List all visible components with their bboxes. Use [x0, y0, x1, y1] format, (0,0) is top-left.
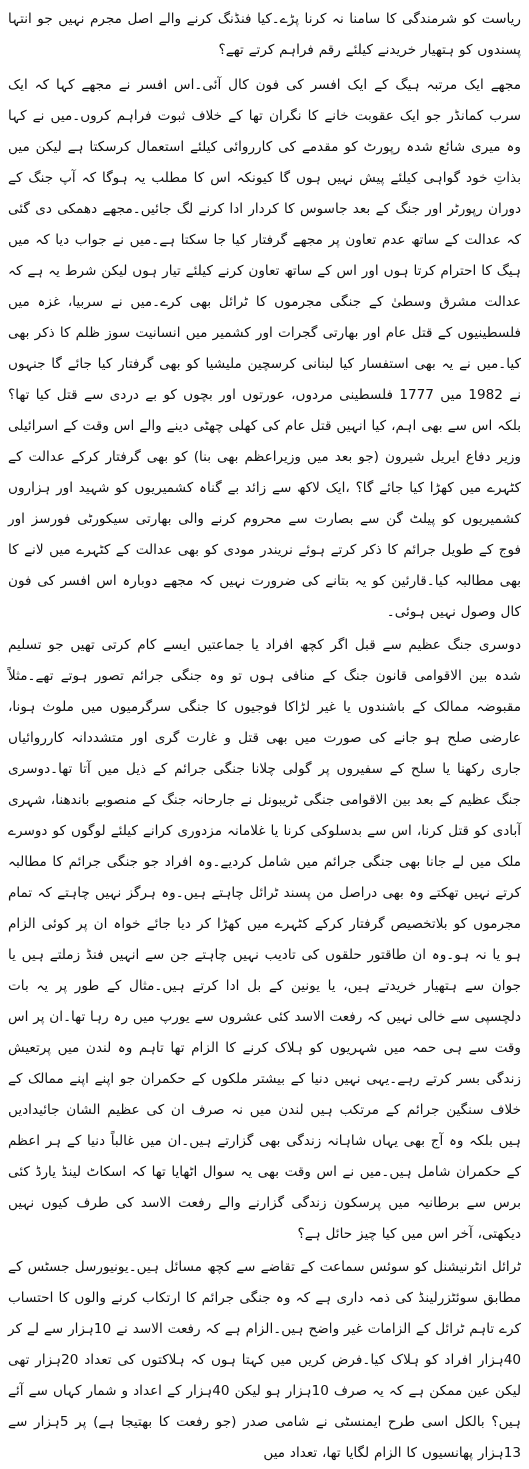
paragraph-intro: ریاست کو شرمندگی کا سامنا نہ کرنا پڑے۔کیا فنڈنگ کرنے والے اصل مجرم نہیں جو انتہا پسندوں کو ہتھیار خریدنے کیلئے رقم فراہم کرتے تھے؟: [8, 11, 521, 58]
paragraph-trial-international: ٹرائل انٹرنیشنل کو سوئس سماعت کے تقاضے سے کچھ مسائل ہیں۔یونیورسل جسٹس کے مطابق سوئٹزرلینڈ کی ذمہ داری ہے کہ وہ جنگی جرائم کا ارتکاب کرنے والوں کا احتساب کرے تاہم ٹرائل کے الزامات غیر واضح ہیں۔الزام ہے کہ رفعت الاسد نے 10ہزار سے لے کر 40ہزار افراد کو ہلاک کیا۔فرض کریں میں کہتا ہوں کہ ہلاکتوں کی تعداد 20ہزار تھی لیکن عین ممکن ہے کہ یہ صرف 10ہزار ہو لیکن 40ہزار کے اعداد و شمار کہاں سے آئے ہیں؟ بالکل اسی طرح ایمنسٹی نے شامی صدر (جو رفعت کا بھتیجا ہے) پر 5ہزار سے 13ہزار پھانسیوں کا الزام لگایا تھا، تعداد میں: [8, 1259, 522, 1461]
paragraph-hague-call: مجھے ایک مرتبہ ہیگ کے ایک افسر کی فون کال آئی۔اس افسر نے مجھے کہا کہ ایک سرب کمانڈر جو ایک عقوبت خانے کا نگران تھا کے خلاف ثبوت فراہم کروں۔میں نے کہا وہ میری شائع شدہ رپورٹ کو مقدمے کی کارروائی کیلئے استعمال کرسکتا ہے لیکن میں بذاتِ خود گواہی کیلئے پیش نہیں ہوں گا کیونکہ اس کا مطلب یہ ہوگا کہ آپ جنگ کے دوران رپورٹر اور جنگ کے بعد جاسوس کا کردار ادا کرنے لگ جائیں۔مجھے دھمکی دی گئی کہ عدالت کے ساتھ عدم تعاون پر مجھے گرفتار کیا جا سکتا ہے۔میں نے جواب دیا کہ میں ہیگ کا احترام کرتا ہوں اور اس کے ساتھ تعاون کرنے کیلئے تیار ہوں لیکن شرط یہ ہے کہ عدالت مشرق وسطیٰ کے جنگی مجرموں کا ٹرائل بھی کرے۔میں نے سربیا، غزہ میں فلسطینیوں کے قتل عام اور بھارتی گجرات اور کشمیر میں انسانیت سوز ظلم کا ذکر بھی کیا۔میں نے یہ بھی استفسار کیا لبنانی کرسچین ملیشیا کو بھی گرفتار کیا جائے گا جنہوں نے 1982 میں 1777 فلسطینی مردوں، عورتوں اور بچوں کو بے دردی سے قتل کیا تھا؟ بلکہ اس سے بھی اہم، کیا انہیں قتل عام کی کھلی چھٹی دینے والے اس وقت کے اسرائیلی وزیر دفاع ایریل شیرون (جو بعد میں وزیراعظم بھی بنا) کو بھی گرفتار کرکے عدالت کے کٹہرے میں کھڑا کیا جائے گا؟ ،ایک لاکھ سے زائد بے گناہ کشمیریوں کو شہید اور ہزاروں کشمیریوں کو پیلٹ گن سے بصارت سے محروم کرنے والی بھارتی سیکورٹی فورسز اور فوج کے طویل جرائم کا ذکر کرتے ہوئے نریندر مودی کو بھی عدالت کے کٹہرے میں لانے کا بھی مطالبہ کیا۔قارئین کو یہ بتانے کی ضرورت نہیں کہ مجھے دوبارہ اس افسر کی فون کال وصول نہیں ہوئی۔: [8, 77, 521, 620]
paragraph-war-crimes-definition: دوسری جنگ عظیم سے قبل اگر کچھ افراد یا جماعتیں ایسے کام کرتی تھیں جو تسلیم شدہ بین الاقوامی قانون جنگ کے منافی ہوں تو وہ جنگی جرائم تصور ہوتے تھے۔مثلاً مقبوضہ ممالک کے باشندوں یا غیر لڑاکا فوجیوں کا جنگی سرگرمیوں میں ملوث ہونا، عارضی صلح ہو جانے کی صورت میں بھی قتل و غارت گری اور متشددانہ کارروائیاں جاری رکھنا یا سلح کے سفیروں پر گولی چلانا جنگی جرائم کے ذیل میں آتا تھا۔دوسری جنگ عظیم کے بعد بین الاقوامی جنگی ٹریبونل نے جارحانہ جنگ کے منصوبے باندھنا، شہری آبادی کو قتل کرنا، اس سے بدسلوکی کرنا یا غلامانہ مزدوری کرانے کیلئے لوگوں کو دوسرے ملک میں لے جانا بھی جنگی جرائم میں شامل کردیے۔وہ افراد جو جنگی جرائم کا مطالبہ کرتے نہیں تھکتے وہ بھی دراصل من پسند ٹرائل چاہتے ہیں۔وہ ہرگز نہیں چاہتے کہ تمام مجرموں کو بلاتخصیص گرفتار کرکے کٹہرے میں کھڑا کر دیا جائے خواہ ان پر کوئی الزام ہو یا نہ ہو۔وہ ان طاقتور حلقوں کی تادیب نہیں چاہتے جن سے انہیں فنڈ زملتے ہیں یا جوان سے ہتھیار خریدتے ہیں، یا یونین کے بل ادا کرتے ہیں۔مثال کے طور پر یہ بات دلچسپی سے خالی نہیں کہ رفعت الاسد کئی عشروں سے یورپ میں رہ رہا تھا۔ان پر اس وقت سے ہی حمہ میں شہریوں کو ہلاک کرنے کا الزام تھا تاہم وہ لندن میں پرتعیش زندگی بسر کرتے رہے۔یہی نہیں دنیا کے بیشتر ملکوں کے حکمران جو اپنے اپنے ممالک کے خلاف سنگین جرائم کے مرتکب ہیں لندن میں نہ صرف ان کی عظیم الشان جائیدادیں ہیں بلکہ وہ آج بھی یہاں شاہانہ زندگی بھی گزارتے ہیں۔ان میں غالباً دنیا کے ہر اعظم کے حکمران شامل ہیں۔میں نے اس وقت بھی یہ سوال اٹھایا تھا کہ اسکاٹ لینڈ یارڈ کئی برس سے برطانیہ میں پرسکون زندگی گزارنے والے رفعت الاسد کی طرف کیوں نہیں دیکھتی، آخر اس میں کیا چیز حائل ہے؟: [8, 637, 521, 1242]
